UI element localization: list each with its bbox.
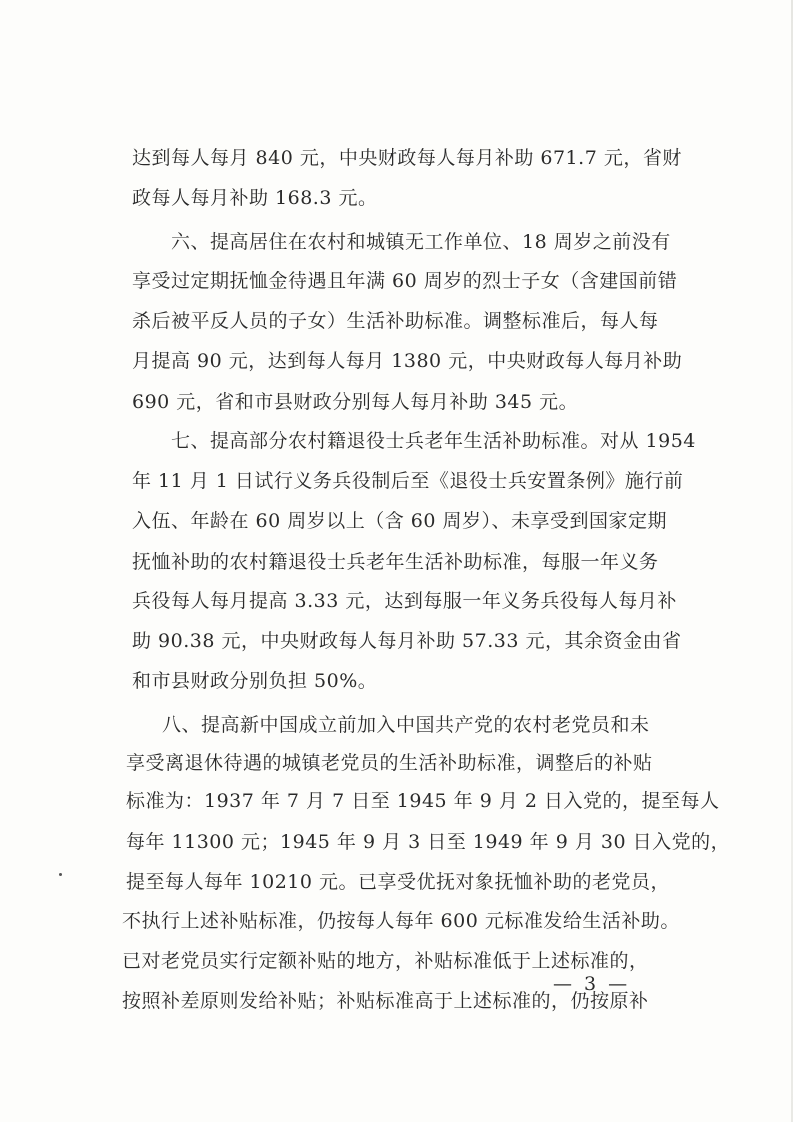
text-line: 不执行上述补贴标准，仍按每人每年 600 元标准发给生活补助。 — [122, 910, 680, 932]
text-line: 八、提高新中国成立前加入中国共产党的农村老党员和未 — [162, 714, 650, 736]
text-line: 六、提高居住在农村和城镇无工作单位、18 周岁之前没有 — [171, 231, 671, 253]
text-line: 和市县财政分别负担 50%。 — [132, 670, 378, 692]
text-line: 享受过定期抚恤金待遇且年满 60 周岁的烈士子女（含建国前错 — [132, 270, 678, 292]
text-line: 达到每人每月 840 元，中央财政每人每月补助 671.7 元，省财 — [132, 147, 682, 169]
page-number: — 3 — — [553, 973, 631, 995]
text-line: 助 90.38 元，中央财政每人每月补助 57.33 元，其余资金由省 — [132, 630, 682, 652]
text-line: 月提高 90 元，达到每人每月 1380 元，中央财政每人每月补助 — [132, 350, 683, 372]
text-line: 已对老党员实行定额补贴的地方，补贴标准低于上述标准的， — [122, 950, 649, 972]
text-line: 标准为：1937 年 7 月 7 日至 1945 年 9 月 2 日入党的，提至每人 — [126, 790, 720, 812]
text-line: 入伍、年龄在 60 周岁以上（含 60 周岁）、未享受到国家定期 — [132, 510, 668, 532]
text-line: 政每人每月补助 168.3 元。 — [132, 187, 378, 209]
text-line: 兵役每人每月提高 3.33 元，达到每服一年义务兵役每人每月补 — [132, 590, 677, 612]
text-line: 年 11 月 1 日试行义务兵役制后至《退役士兵安置条例》施行前 — [132, 470, 684, 492]
text-line: 抚恤补助的农村籍退役士兵老年生活补助标准，每服一年义务 — [132, 551, 659, 573]
text-line: 杀后被平反人员的子女）生活补助标准。调整标准后，每人每 — [132, 310, 659, 332]
text-line: 七、提高部分农村籍退役士兵老年生活补助标准。对从 1954 — [171, 430, 696, 452]
text-line: 提至每人每年 10210 元。已享受优抚对象抚恤补助的老党员， — [126, 871, 671, 893]
text-line: 每年 11300 元；1945 年 9 月 3 日至 1949 年 9 月 30 日入党的， — [126, 831, 731, 853]
text-line: 按照补差原则发给补贴；补贴标准高于上述标准的，仍按原补 — [122, 990, 649, 1012]
scan-speck — [59, 873, 62, 876]
text-line: 690 元，省和市县财政分别每人每月补助 345 元。 — [132, 391, 579, 413]
text-line: 享受离退休待遇的城镇老党员的生活补助标准，调整后的补贴 — [126, 752, 653, 774]
